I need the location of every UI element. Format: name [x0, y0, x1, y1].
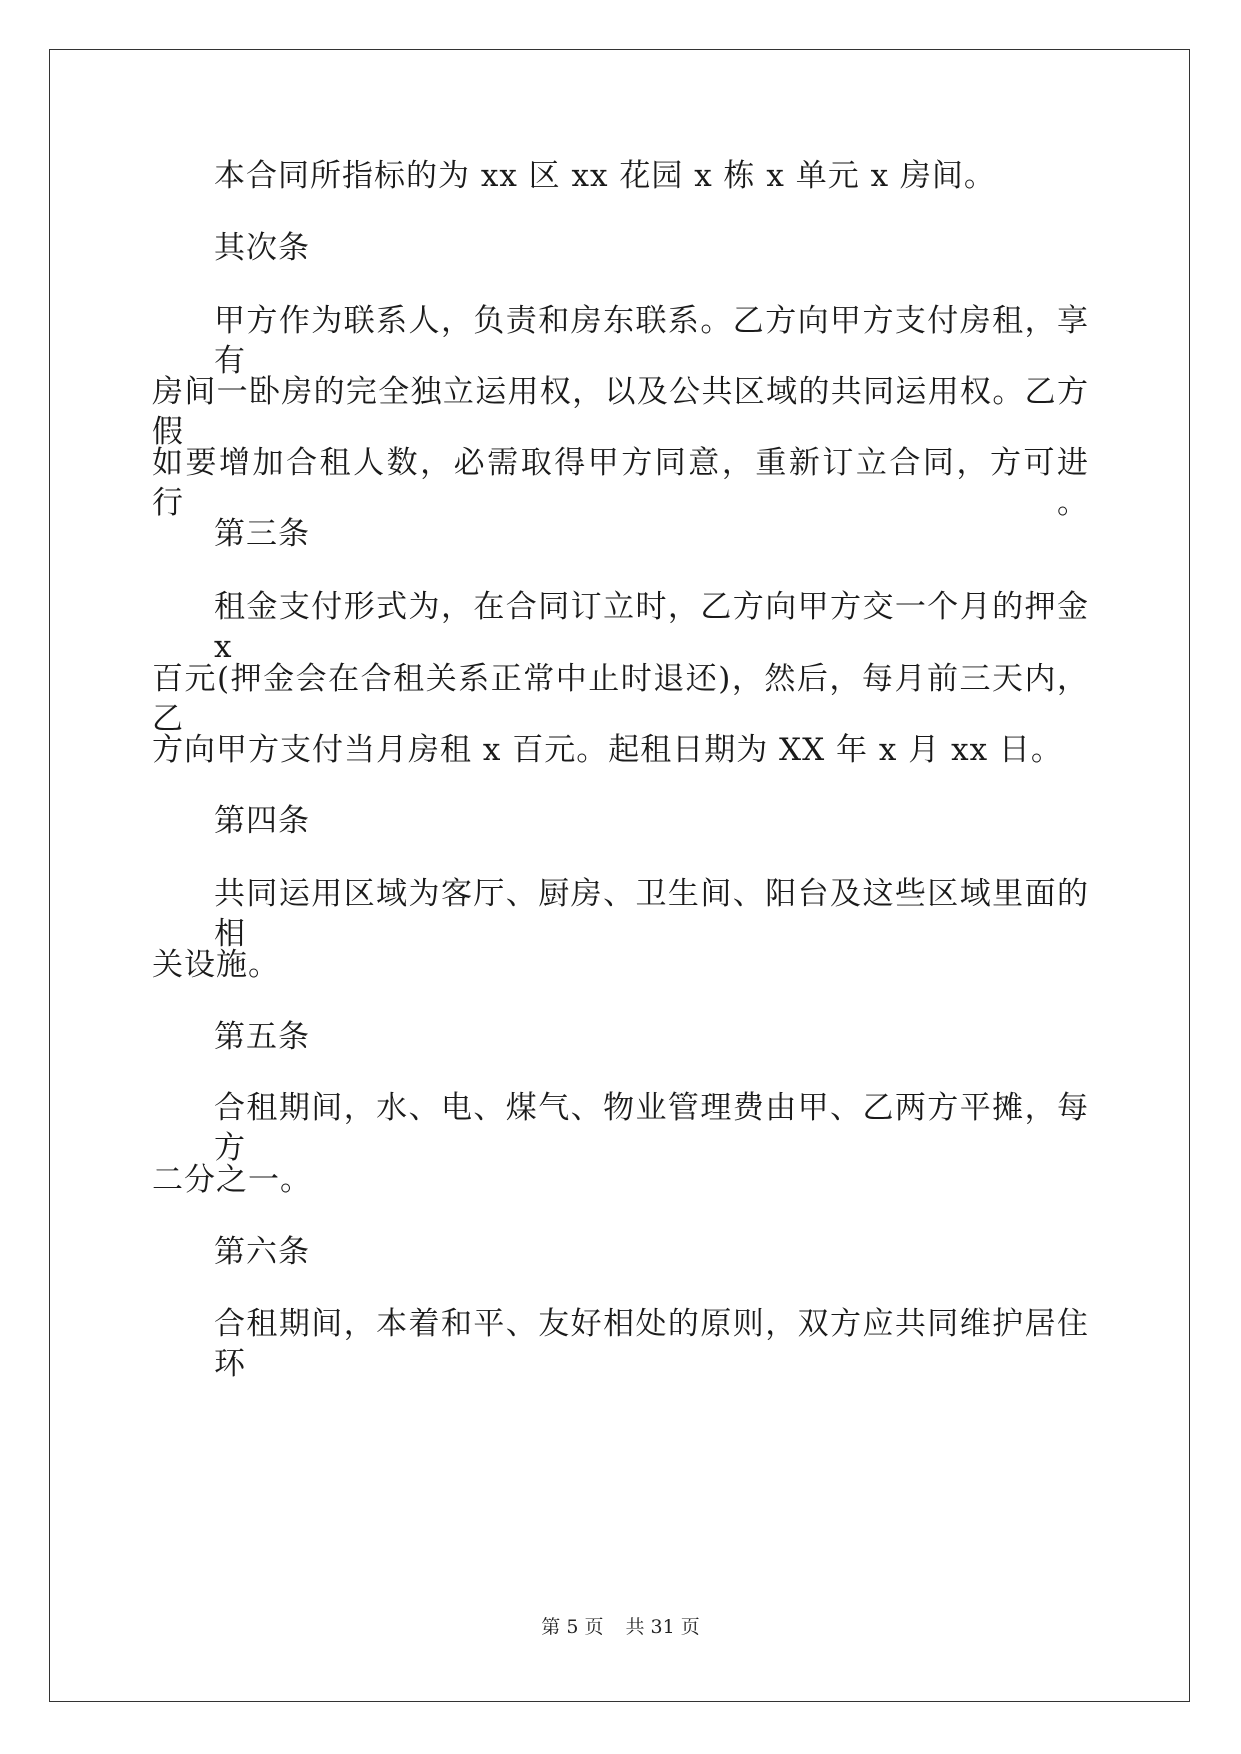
paragraph-line: 方向甲方支付当月房租 x 百元。起租日期为 XX 年 x 月 xx 日。	[152, 732, 1063, 768]
article-heading: 第四条	[214, 803, 310, 839]
article-heading: 其次条	[214, 230, 310, 266]
paragraph-line: 共同运用区域为客厅、厨房、卫生间、阳台及这些区域里面的相	[214, 876, 1089, 952]
page-total: 共 31 页	[625, 1616, 700, 1638]
paragraph-line: 房间一卧房的完全独立运用权，以及公共区域的共同运用权。乙方假	[152, 374, 1089, 450]
page-number: 第 5 页	[541, 1616, 604, 1638]
paragraph-line: 合租期间，本着和平、友好相处的原则，双方应共同维护居住环	[214, 1306, 1089, 1382]
paragraph-line: 关设施。	[152, 947, 280, 983]
paragraph-line: 租金支付形式为，在合同订立时，乙方向甲方交一个月的押金 x	[214, 589, 1089, 665]
paragraph-line: 甲方作为联系人，负责和房东联系。乙方向甲方支付房租，享有	[214, 303, 1089, 379]
article-heading: 第五条	[214, 1019, 310, 1055]
page-footer	[0, 1612, 1241, 1639]
article-heading: 第六条	[214, 1234, 310, 1270]
paragraph-line: 百元(押金会在合租关系正常中止时退还)，然后，每月前三天内，乙	[152, 661, 1089, 737]
paragraph-line: 二分之一。	[152, 1162, 312, 1198]
article-heading: 第三条	[214, 516, 310, 552]
paragraph-line: 如要增加合租人数，必需取得甲方同意，重新订立合同，方可进行。	[152, 445, 1089, 521]
paragraph-line: 合租期间，水、电、煤气、物业管理费由甲、乙两方平摊，每方	[214, 1090, 1089, 1166]
paragraph-line: 本合同所指标的为 xx 区 xx 花园 x 栋 x 单元 x 房间。	[214, 158, 996, 194]
